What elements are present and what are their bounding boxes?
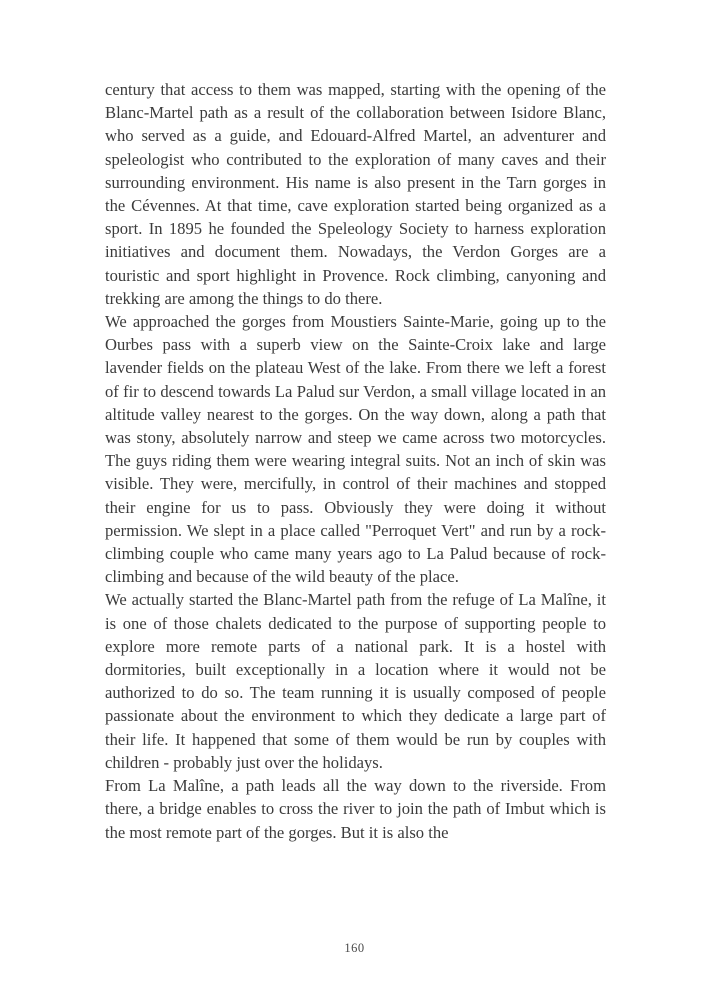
paragraph-3: We actually started the Blanc-Martel path from the refuge of La Malîne, it is one of those chalets dedicated to the purpose of supporting people to explore more remote parts of a national park. It is a hostel with dormitories, built exceptionally in a location where it would not be authorized to do so. The team running it is usually composed of people passionate about the environment to which they dedicate a large part of their life. It happened that some of them would be run by couples with children - probably just over the holidays. xyxy=(105,590,606,772)
paragraph-4: From La Malîne, a path leads all the way down to the riverside. From there, a bridge enables to cross the river to join the path of Imbut which is the most remote part of the gorges. But it is also the xyxy=(105,776,606,842)
paragraph-2: We approached the gorges from Moustiers Sainte-Marie, going up to the Ourbes pass with a superb view on the Sainte-Croix lake and large lavender fields on the plateau West of the lake. From there we left a forest of fir to descend towards La Palud sur Verdon, a small village located in an altitude valley nearest to the gorges. On the way down, along a path that was stony, absolutely narrow and steep we came across two motorcycles. The guys riding them were wearing integral suits. Not an inch of skin was visible. They were, mercifully, in control of their machines and stopped their engine for us to pass. Obviously they were doing it without permission. We slept in a place called "Perroquet Vert" and run by a rock-climbing couple who came many years ago to La Palud because of rock-climbing and because of the wild beauty of the place. xyxy=(105,312,606,587)
paragraph-1: century that access to them was mapped, starting with the opening of the Blanc-Martel path as a result of the collaboration between Isidore Blanc, who served as a guide, and Edouard-Alfred Martel, an adventurer and speleologist who contributed to the exploration of many caves and their surrounding environment. His name is also present in the Tarn gorges in the Cévennes. At that time, cave exploration started being organized as a sport. In 1895 he founded the Speleology Society to harness exploration initiatives and document them. Nowadays, the Verdon Gorges are a touristic and sport highlight in Provence. Rock climbing, canyoning and trekking are among the things to do there. xyxy=(105,80,606,308)
text-block xyxy=(105,78,606,844)
page-number: 160 xyxy=(344,941,365,955)
